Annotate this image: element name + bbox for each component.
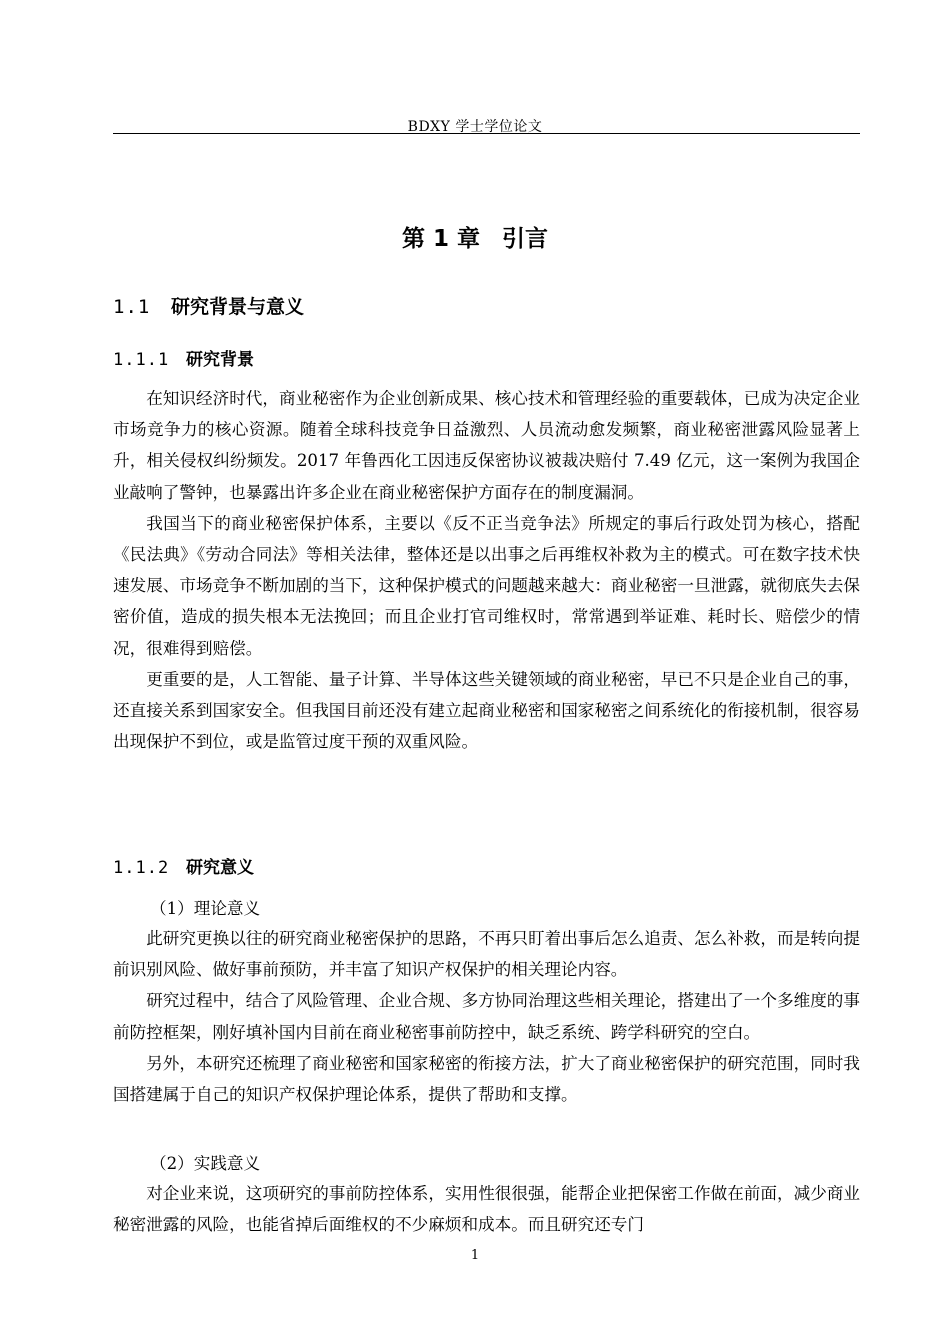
chapter-title-text: 引言 [502, 226, 549, 252]
header-rule [113, 133, 860, 134]
section-title: 研究意义 [186, 858, 254, 878]
practice-text [113, 1178, 860, 1240]
theory-subheading: （1）理论意义 [150, 899, 261, 918]
section-heading-1-1-1 [113, 345, 254, 370]
section-heading-1-1 [113, 292, 304, 319]
paragraph: 更重要的是，人工智能、量子计算、半导体这些关键领域的商业秘密，早已不只是企业自己的事，还直接关系到国家安全。但我国目前还没有建立起商业秘密和国家秘密之间系统化的衔接机制，很容易出现保护不到位，或是监管过度干预的双重风险。 [113, 669, 860, 752]
paragraph: 此研究更换以往的研究商业秘密保护的思路，不再只盯着出事后怎么追责、怎么补救，而是转向提前识别风险、做好事前预防，并丰富了知识产权保护的相关理论内容。 [113, 929, 860, 980]
page-number: 1 [470, 1248, 480, 1263]
chapter-number: 第 1 章 [401, 226, 481, 252]
running-header: BDXY 学士学位论文 [407, 119, 543, 135]
section-number: 1.1 [113, 296, 151, 318]
section-title: 研究背景 [186, 350, 254, 370]
paragraph: 另外，本研究还梳理了商业秘密和国家秘密的衔接方法，扩大了商业秘密保护的研究范围，同时我国搭建属于自己的知识产权保护理论体系，提供了帮助和支撑。 [113, 1053, 860, 1105]
paragraph: 研究过程中，结合了风险管理、企业合规、多方协同治理这些相关理论，搭建出了一个多维度的事前防控框架，刚好填补国内目前在商业秘密事前防控中，缺乏系统、跨学科研究的空白。 [113, 991, 860, 1042]
section-number: 1.1.1 [113, 350, 170, 370]
paragraph: 在知识经济时代，商业秘密作为企业创新成果、核心技术和管理经验的重要载体，已成为决定企业市场竞争力的核心资源。随着全球科技竞争日益激烈、人员流动愈发频繁，商业秘密泄露风险显著上升，相关侵权纠纷频发。2017 年鲁西化工因违反保密协议被裁决赔付 7.49 亿元，这一案例为我国企业敲响了警钟，也暴露出许多企业在商业秘密保护方面存在的制度漏洞。 [113, 389, 860, 502]
theory-text [113, 923, 860, 1110]
chapter-title [0, 220, 950, 253]
practice-subheading: （2）实践意义 [150, 1154, 261, 1173]
section-title: 研究背景与意义 [171, 296, 305, 318]
background-text [113, 383, 860, 757]
paragraph: 对企业来说，这项研究的事前防控体系，实用性很很强，能帮企业把保密工作做在前面，减少商业秘密泄露的风险，也能省掉后面维权的不少麻烦和成本。而且研究还专门 [113, 1184, 860, 1235]
section-number: 1.1.2 [113, 858, 170, 878]
paragraph: 我国当下的商业秘密保护体系，主要以《反不正当竞争法》所规定的事后行政处罚为核心，搭配《民法典》《劳动合同法》等相关法律，整体还是以出事之后再维权补救为主的模式。可在数字技术快速发展、市场竞争不断加剧的当下，这种保护模式的问题越来越大：商业秘密一旦泄露，就彻底失去保密价值，造成的损失根本无法挽回；而且企业打官司维权时，常常遇到举证难、耗时长、赔偿少的情况，很难得到赔偿。 [113, 513, 860, 658]
section-heading-1-1-2 [113, 853, 254, 878]
